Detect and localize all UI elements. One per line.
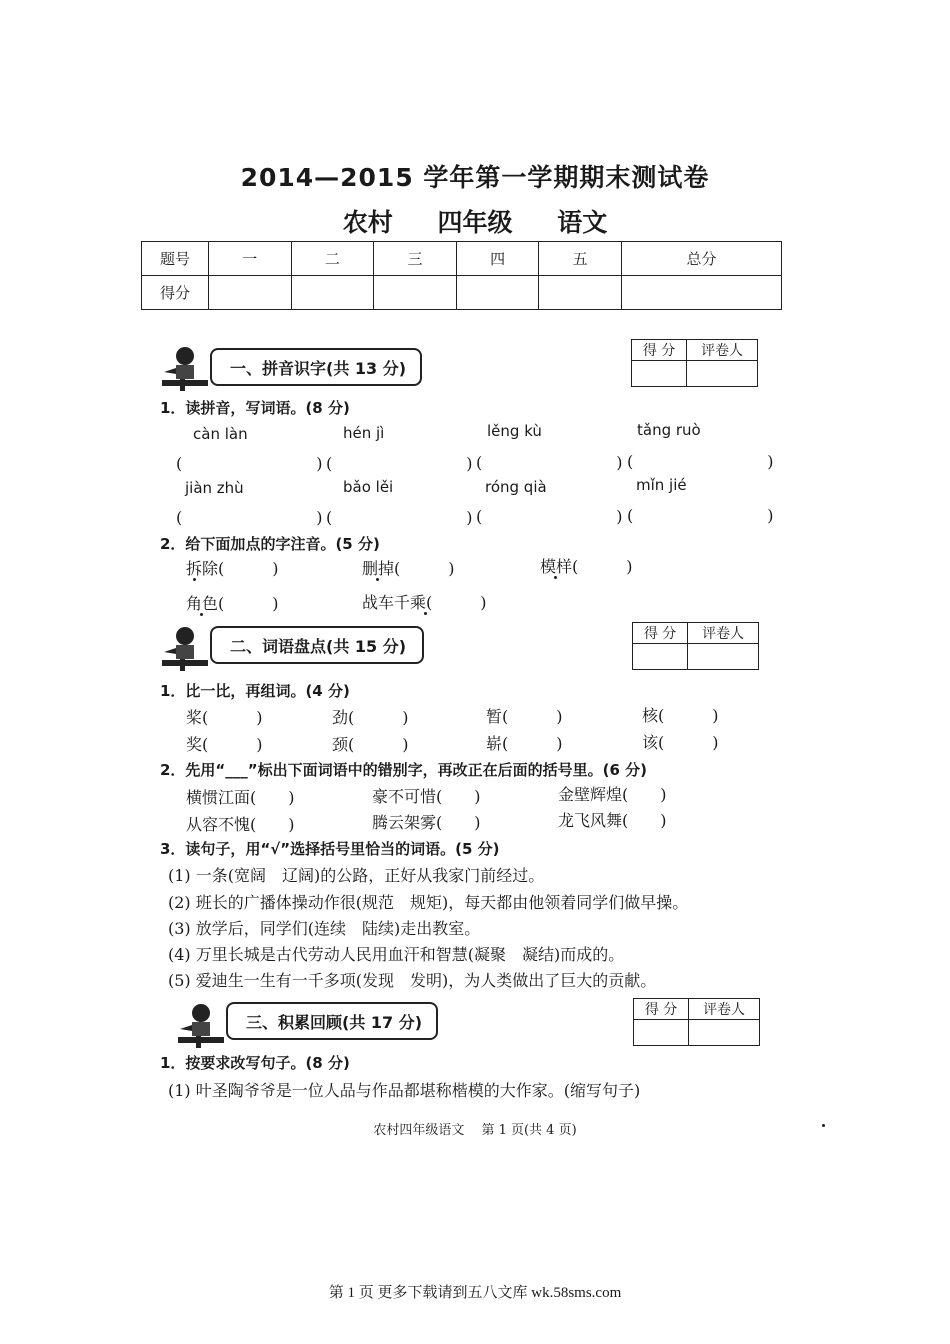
phonetic-item[interactable]: 战车千乘( ) (362, 593, 487, 612)
score-cell[interactable] (374, 276, 457, 310)
speck (822, 1124, 825, 1127)
pinyin-4: tǎng ruò (637, 421, 701, 439)
exam-title: 2014—2015 学年第一学期期末测试卷 (240, 163, 710, 192)
s1-q1-label: 1．读拼音，写词语。(8 分) (160, 399, 350, 417)
answer-paren[interactable]: ( ) (176, 454, 337, 473)
answer-paren[interactable]: ( ) (326, 454, 487, 473)
compare-word[interactable]: 崭( ) (486, 734, 563, 753)
s3-q1-label: 1．按要求改写句子。(8 分) (160, 1054, 350, 1072)
grader-name-cell[interactable] (688, 644, 759, 670)
pinyin-8: mǐn jié (636, 476, 687, 494)
emphasis-dot (200, 613, 203, 616)
score-table (141, 241, 782, 310)
typo-word[interactable]: 腾云架雾( ) (372, 813, 481, 832)
pinyin-7: róng qià (485, 478, 547, 496)
typo-word[interactable]: 横惯江面( ) (186, 788, 295, 807)
col-3: 三 (374, 242, 457, 276)
grader-name-cell[interactable] (687, 361, 758, 387)
compare-word[interactable]: 劲( ) (332, 708, 409, 727)
score-cell[interactable] (209, 276, 292, 310)
emphasis-dot (424, 612, 427, 615)
student-figure-icon (158, 624, 212, 672)
choice-sentence[interactable]: (5) 爱迪生一生有一千多项(发现 发明)，为人类做出了巨大的贡献。 (168, 971, 657, 990)
grader-name-label: 评卷人 (689, 999, 760, 1020)
grader-score-cell[interactable] (632, 361, 687, 387)
pinyin-6: bǎo lěi (343, 478, 394, 496)
student-figure-icon (174, 1001, 228, 1049)
col-1: 一 (209, 242, 292, 276)
section3-banner: 三、积累回顾(共 17 分) (226, 1002, 438, 1040)
typo-word[interactable]: 龙飞风舞( ) (558, 811, 667, 830)
grader-score-label: 得 分 (633, 623, 688, 644)
col-2: 二 (291, 242, 374, 276)
grader-name-label: 评卷人 (688, 623, 759, 644)
col-4: 四 (456, 242, 539, 276)
phonetic-item[interactable]: 删掉( ) (362, 559, 455, 578)
student-figure-icon (158, 344, 212, 392)
pinyin-2: hén jì (343, 424, 385, 442)
rewrite-sentence[interactable]: (1) 叶圣陶爷爷是一位人品与作品都堪称楷模的大作家。(缩写句子) (168, 1081, 641, 1100)
choice-sentence[interactable]: (3) 放学后，同学们(连续 陆续)走出教室。 (168, 919, 481, 938)
phonetic-item[interactable]: 角色( ) (186, 594, 279, 613)
grader-name-label: 评卷人 (687, 340, 758, 361)
subtitle-subject: 语文 (557, 208, 608, 237)
answer-paren[interactable]: ( ) (476, 507, 637, 526)
pinyin-1: càn làn (193, 425, 248, 443)
emphasis-dot (193, 578, 196, 581)
section2-banner: 二、词语盘点(共 15 分) (210, 626, 424, 664)
grader-box-1 (631, 339, 758, 387)
phonetic-item[interactable]: 拆除( ) (186, 559, 279, 578)
answer-paren[interactable]: ( ) (326, 508, 487, 527)
compare-word[interactable]: 该( ) (642, 733, 719, 752)
col-5: 五 (539, 242, 622, 276)
grader-score-label: 得 分 (634, 999, 689, 1020)
grader-name-cell[interactable] (689, 1020, 760, 1046)
typo-word[interactable]: 从容不愧( ) (186, 815, 295, 834)
score-cell[interactable] (621, 276, 781, 310)
phonetic-item[interactable]: 模样( ) (540, 557, 633, 576)
grader-score-cell[interactable] (634, 1020, 689, 1046)
compare-word[interactable]: 桨( ) (186, 708, 263, 727)
typo-word[interactable]: 金壁辉煌( ) (558, 785, 667, 804)
score-cell[interactable] (291, 276, 374, 310)
compare-word[interactable]: 暂( ) (486, 707, 563, 726)
col-total: 总分 (621, 242, 781, 276)
answer-paren[interactable]: ( ) (476, 453, 637, 472)
emphasis-dot (376, 578, 379, 581)
s2-q1-label: 1．比一比，再组词。(4 分) (160, 682, 350, 700)
answer-paren[interactable]: ( ) (176, 508, 337, 527)
compare-word[interactable]: 核( ) (642, 706, 719, 725)
grader-score-cell[interactable] (633, 644, 688, 670)
answer-paren[interactable]: ( ) (627, 452, 788, 471)
compare-word[interactable]: 奖( ) (186, 735, 263, 754)
typo-word[interactable]: 豪不可惜( ) (372, 787, 481, 806)
score-cell[interactable] (456, 276, 539, 310)
choice-sentence[interactable]: (2) 班长的广播体操动作很(规范 规矩)，每天都由他领着同学们做早操。 (168, 893, 689, 912)
choice-sentence[interactable]: (1) 一条(宽阔 辽阔)的公路，正好从我家门前经过。 (168, 866, 545, 885)
pinyin-3: lěng kù (487, 422, 542, 440)
pinyin-5: jiàn zhù (185, 479, 244, 497)
exam-subtitle (0, 203, 950, 239)
row-label-question: 题号 (142, 242, 209, 276)
grader-box-2 (632, 622, 759, 670)
subtitle-region: 农村 (342, 208, 393, 237)
compare-word[interactable]: 颈( ) (332, 735, 409, 754)
section1-banner: 一、拼音识字(共 13 分) (210, 348, 422, 386)
s1-q2-label: 2．给下面加点的字注音。(5 分) (160, 535, 380, 553)
row-label-score: 得分 (142, 276, 209, 310)
grader-box-3 (633, 998, 760, 1046)
grader-score-label: 得 分 (632, 340, 687, 361)
score-cell[interactable] (539, 276, 622, 310)
download-footer: 第 1 页 更多下载请到五八文库 wk.58sms.com (328, 1285, 622, 1301)
subtitle-grade: 四年级 (437, 208, 513, 237)
page-footer: 农村四年级语文 第 1 页(共 4 页) (373, 1123, 577, 1138)
choice-sentence[interactable]: (4) 万里长城是古代劳动人民用血汗和智慧(凝聚 凝结)而成的。 (168, 945, 625, 964)
s2-q3-label: 3．读句子，用“√”选择括号里恰当的词语。(5 分) (160, 840, 500, 858)
answer-paren[interactable]: ( ) (627, 506, 788, 525)
emphasis-dot (554, 576, 557, 579)
s2-q2-label: 2．先用“___”标出下面词语中的错别字，再改正在后面的括号里。(6 分) (160, 761, 648, 779)
